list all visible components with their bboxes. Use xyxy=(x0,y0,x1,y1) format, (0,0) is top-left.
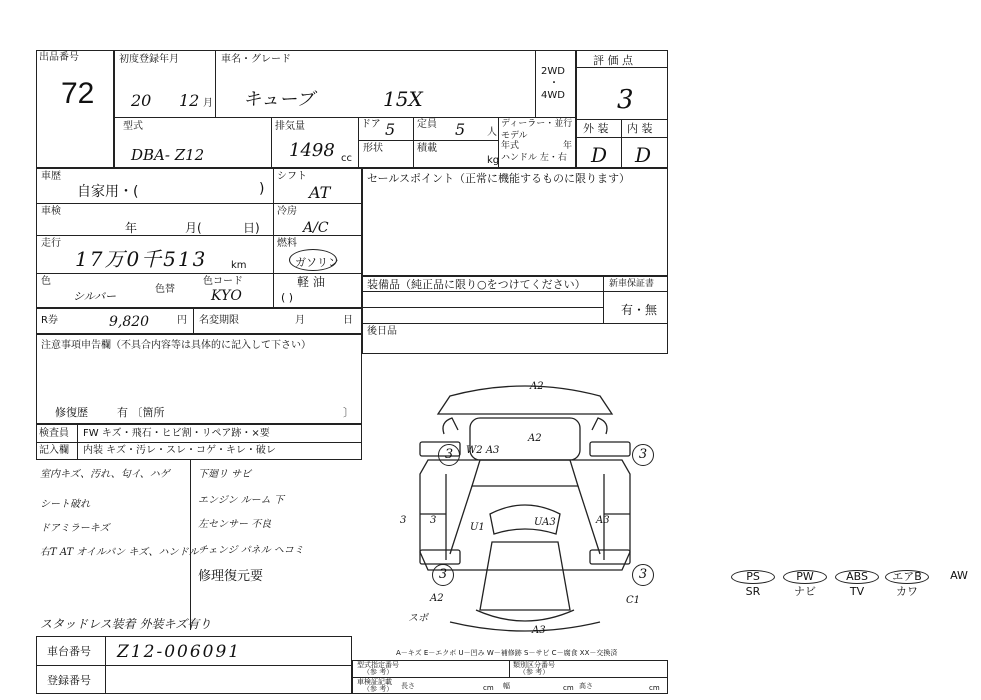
chassis-label: 車台番号 xyxy=(47,645,91,658)
equipment-item: エアB xyxy=(885,570,929,584)
remark-right-line: 左センサー 不良 xyxy=(198,519,272,530)
spec-box xyxy=(114,117,576,168)
evaluation-score: 3 xyxy=(617,85,634,115)
lot-number: 72 xyxy=(61,77,95,110)
width-unit: cm xyxy=(563,684,574,692)
mileage-label: 走行 xyxy=(41,238,61,249)
handle-label: ハンドル 左・右 xyxy=(501,153,567,163)
dealer-label: ディーラー・並行 xyxy=(501,119,573,129)
color-change-label: 色替 xyxy=(155,284,175,295)
color-value: シルバー xyxy=(73,290,116,303)
fuel-label: 燃料 xyxy=(277,238,297,249)
notes-label: 注意事項申告欄（不具合内容等は具体的に記入して下さい） xyxy=(41,340,311,351)
diagram-mark: 3 xyxy=(430,515,437,526)
evaluation-box xyxy=(576,50,668,168)
diagram-mark: W2 A3 xyxy=(466,445,500,456)
inspection-month: 月( xyxy=(185,221,202,235)
type-sub: （参 考） xyxy=(363,668,394,676)
sales-point-box xyxy=(362,168,668,276)
grade-name: 15X xyxy=(383,87,423,111)
diagram-mark: スポ xyxy=(408,613,428,624)
chassis-box xyxy=(36,636,352,694)
load-label: 積載 xyxy=(417,143,437,154)
type-box xyxy=(352,660,668,694)
equipment-item: ABS xyxy=(835,570,879,584)
capacity-unit: 人 xyxy=(487,127,497,138)
width-label: 幅 xyxy=(503,682,510,690)
color-code-value: KYO xyxy=(211,288,242,304)
warranty-label: 新車保証書 xyxy=(609,279,655,289)
lot-box xyxy=(36,50,114,131)
history-value: 自家用・( xyxy=(77,184,139,200)
remark-left-line: ドアミラーキズ xyxy=(40,523,110,534)
equipment-item: AW xyxy=(950,569,968,582)
diagram-mark: A2 xyxy=(530,381,544,392)
diagram-mark: 3 xyxy=(632,444,654,466)
remark-left-line: 室内キズ、汚れ、匂イ、ハゲ xyxy=(40,469,170,480)
inspector-label: 検査員 xyxy=(39,428,69,439)
inspection-day: 日) xyxy=(243,221,260,235)
equipment-item: SR xyxy=(745,585,761,598)
model-year-label: モデル xyxy=(501,131,528,141)
cert-sub: （参 考） xyxy=(363,685,394,693)
fuel-gas: ガソリン xyxy=(295,256,339,269)
recycle-unit: 円 xyxy=(177,315,187,326)
model-year-unit: 年式 xyxy=(501,141,520,151)
entry-label: 記入欄 xyxy=(39,445,69,456)
notes-box xyxy=(36,334,362,424)
remark-right-line: チェンジ パネル ヘコミ xyxy=(198,545,304,556)
displacement-value: 1498 xyxy=(289,140,335,161)
fuel-other: ( ) xyxy=(281,291,294,304)
fuel-kei: 軽 油 xyxy=(297,275,325,289)
drive-2wd: 2WD xyxy=(541,66,565,77)
header-box: 初度登録年月 20 12 月 車名・グレード キューブ 15X 2WD 4WD ・ xyxy=(114,50,576,118)
aircon-value: A/C xyxy=(303,220,329,236)
equipment-item: カワ xyxy=(896,585,918,598)
inspector-box xyxy=(36,424,362,460)
color-label: 色 xyxy=(41,276,51,287)
history-close: ) xyxy=(259,181,265,197)
cert-label: 車検証記載 xyxy=(357,678,392,686)
inspection-year: 年 xyxy=(125,221,138,235)
diagram-mark: 3 xyxy=(632,564,654,586)
remark-left-line: シート破れ xyxy=(40,499,90,510)
inspector-text: FW キズ・飛石・ヒビ割・リペア跡・×要 xyxy=(83,428,270,439)
color-code-label: 色コード xyxy=(203,276,243,287)
warranty-value: 有・無 xyxy=(621,303,658,317)
registration-month-unit: 月 xyxy=(203,98,213,109)
remark-right-line: 下廻リ サビ xyxy=(198,469,252,480)
equipment-item: TV xyxy=(849,585,865,598)
model-name: キューブ xyxy=(243,89,315,110)
diagram-mark: A2 xyxy=(528,433,542,444)
equipment-item: PW xyxy=(783,570,827,584)
capacity-value: 5 xyxy=(455,120,466,139)
length-label: 長さ xyxy=(401,682,415,690)
mileage-value: 17万0千513 xyxy=(75,247,208,271)
mileage-unit: km xyxy=(231,260,247,271)
equipment-label: 装備品（純正品に限り○をつけてください） xyxy=(367,278,586,291)
capacity-label: 定員 xyxy=(417,119,437,130)
length-unit: cm xyxy=(483,684,494,692)
remark-left-line: 右T AT オイルパン キズ、ハンドル xyxy=(40,547,199,558)
repair-value: 有 〔箇所 xyxy=(117,406,165,419)
evaluation-label: 評 価 点 xyxy=(593,54,633,67)
equipment-item: PS xyxy=(731,570,775,584)
displacement-unit: cc xyxy=(341,153,352,164)
name-change-day: 日 xyxy=(343,315,353,326)
doors-label: ドア xyxy=(361,119,381,130)
registration-month: 12 xyxy=(179,91,200,110)
repair-close: 〕 xyxy=(343,406,354,419)
diagram-mark: UA3 xyxy=(534,517,556,528)
diagram-mark: A2 xyxy=(430,593,444,604)
interior-label: 内 装 xyxy=(627,122,653,135)
drive-4wd: 4WD xyxy=(541,90,565,101)
remarks-bottom: スタッドレス装着 外装キズ有り xyxy=(40,617,212,631)
lot-label: 出品番号 xyxy=(39,52,79,63)
name-change-label: 名変期限 xyxy=(199,315,239,326)
model-code-label: 型式 xyxy=(123,121,143,132)
shift-label: シフト xyxy=(277,171,307,182)
aircon-label: 冷房 xyxy=(277,206,297,217)
chassis-value: Z12-006091 xyxy=(117,642,242,662)
exterior-grade: D xyxy=(591,143,608,167)
doors-value: 5 xyxy=(385,120,396,139)
height-label: 高さ xyxy=(579,682,593,690)
reg-number-label: 登録番号 xyxy=(47,674,91,687)
height-unit: cm xyxy=(649,684,660,692)
info-grid xyxy=(36,168,362,308)
inspection-label: 車検 xyxy=(41,206,61,217)
model-code-value: DBA- Z12 xyxy=(131,146,205,164)
recycle-row xyxy=(36,308,362,334)
year-unit: 年 xyxy=(563,141,573,151)
class-label: 類別区分番号 xyxy=(513,661,555,669)
diagram-mark: A3 xyxy=(596,515,610,526)
history-label: 車歴 xyxy=(41,171,61,182)
equipment-item: ナビ xyxy=(794,585,816,598)
type-label: 型式指定番号 xyxy=(357,661,399,669)
name-change-month: 月 xyxy=(295,315,305,326)
remark-right-line: 修理復元要 xyxy=(198,569,264,584)
name-label: 車名・グレード xyxy=(221,54,291,65)
diagram-mark: 3 xyxy=(432,564,454,586)
diagram-mark: 3 xyxy=(438,444,460,466)
diagram-mark: 3 xyxy=(400,515,407,526)
load-unit: kg xyxy=(487,155,500,166)
recycle-label: R券 xyxy=(41,315,58,326)
remark-right-line: エンジン ルーム 下 xyxy=(198,495,284,506)
displacement-label: 排気量 xyxy=(275,121,305,132)
class-sub: （参 考） xyxy=(519,668,550,676)
rear-seat-label: 後日品 xyxy=(367,326,397,337)
registration-label: 初度登録年月 xyxy=(119,54,179,65)
damage-legend: A－キズ E－エクボ U－凹み W－補修跡 S－サビ C－腐食 XX－交換済 xyxy=(396,649,618,657)
registration-year: 20 xyxy=(131,91,152,110)
recycle-value: 9,820 xyxy=(109,314,150,330)
exterior-label: 外 装 xyxy=(583,122,609,135)
diagram-mark: U1 xyxy=(470,522,485,533)
diagram-mark: C1 xyxy=(626,595,641,606)
shift-value: AT xyxy=(309,183,331,202)
interior-grade: D xyxy=(635,143,652,167)
shape-label: 形状 xyxy=(363,143,383,154)
sales-point-label: セールスポイント（正常に機能するものに限ります） xyxy=(367,172,631,185)
entry-text: 内装 キズ・汚レ・スレ・コゲ・キレ・破レ xyxy=(83,445,276,456)
repair-label: 修復歴 xyxy=(55,406,88,419)
diagram-mark: A3 xyxy=(532,625,546,636)
